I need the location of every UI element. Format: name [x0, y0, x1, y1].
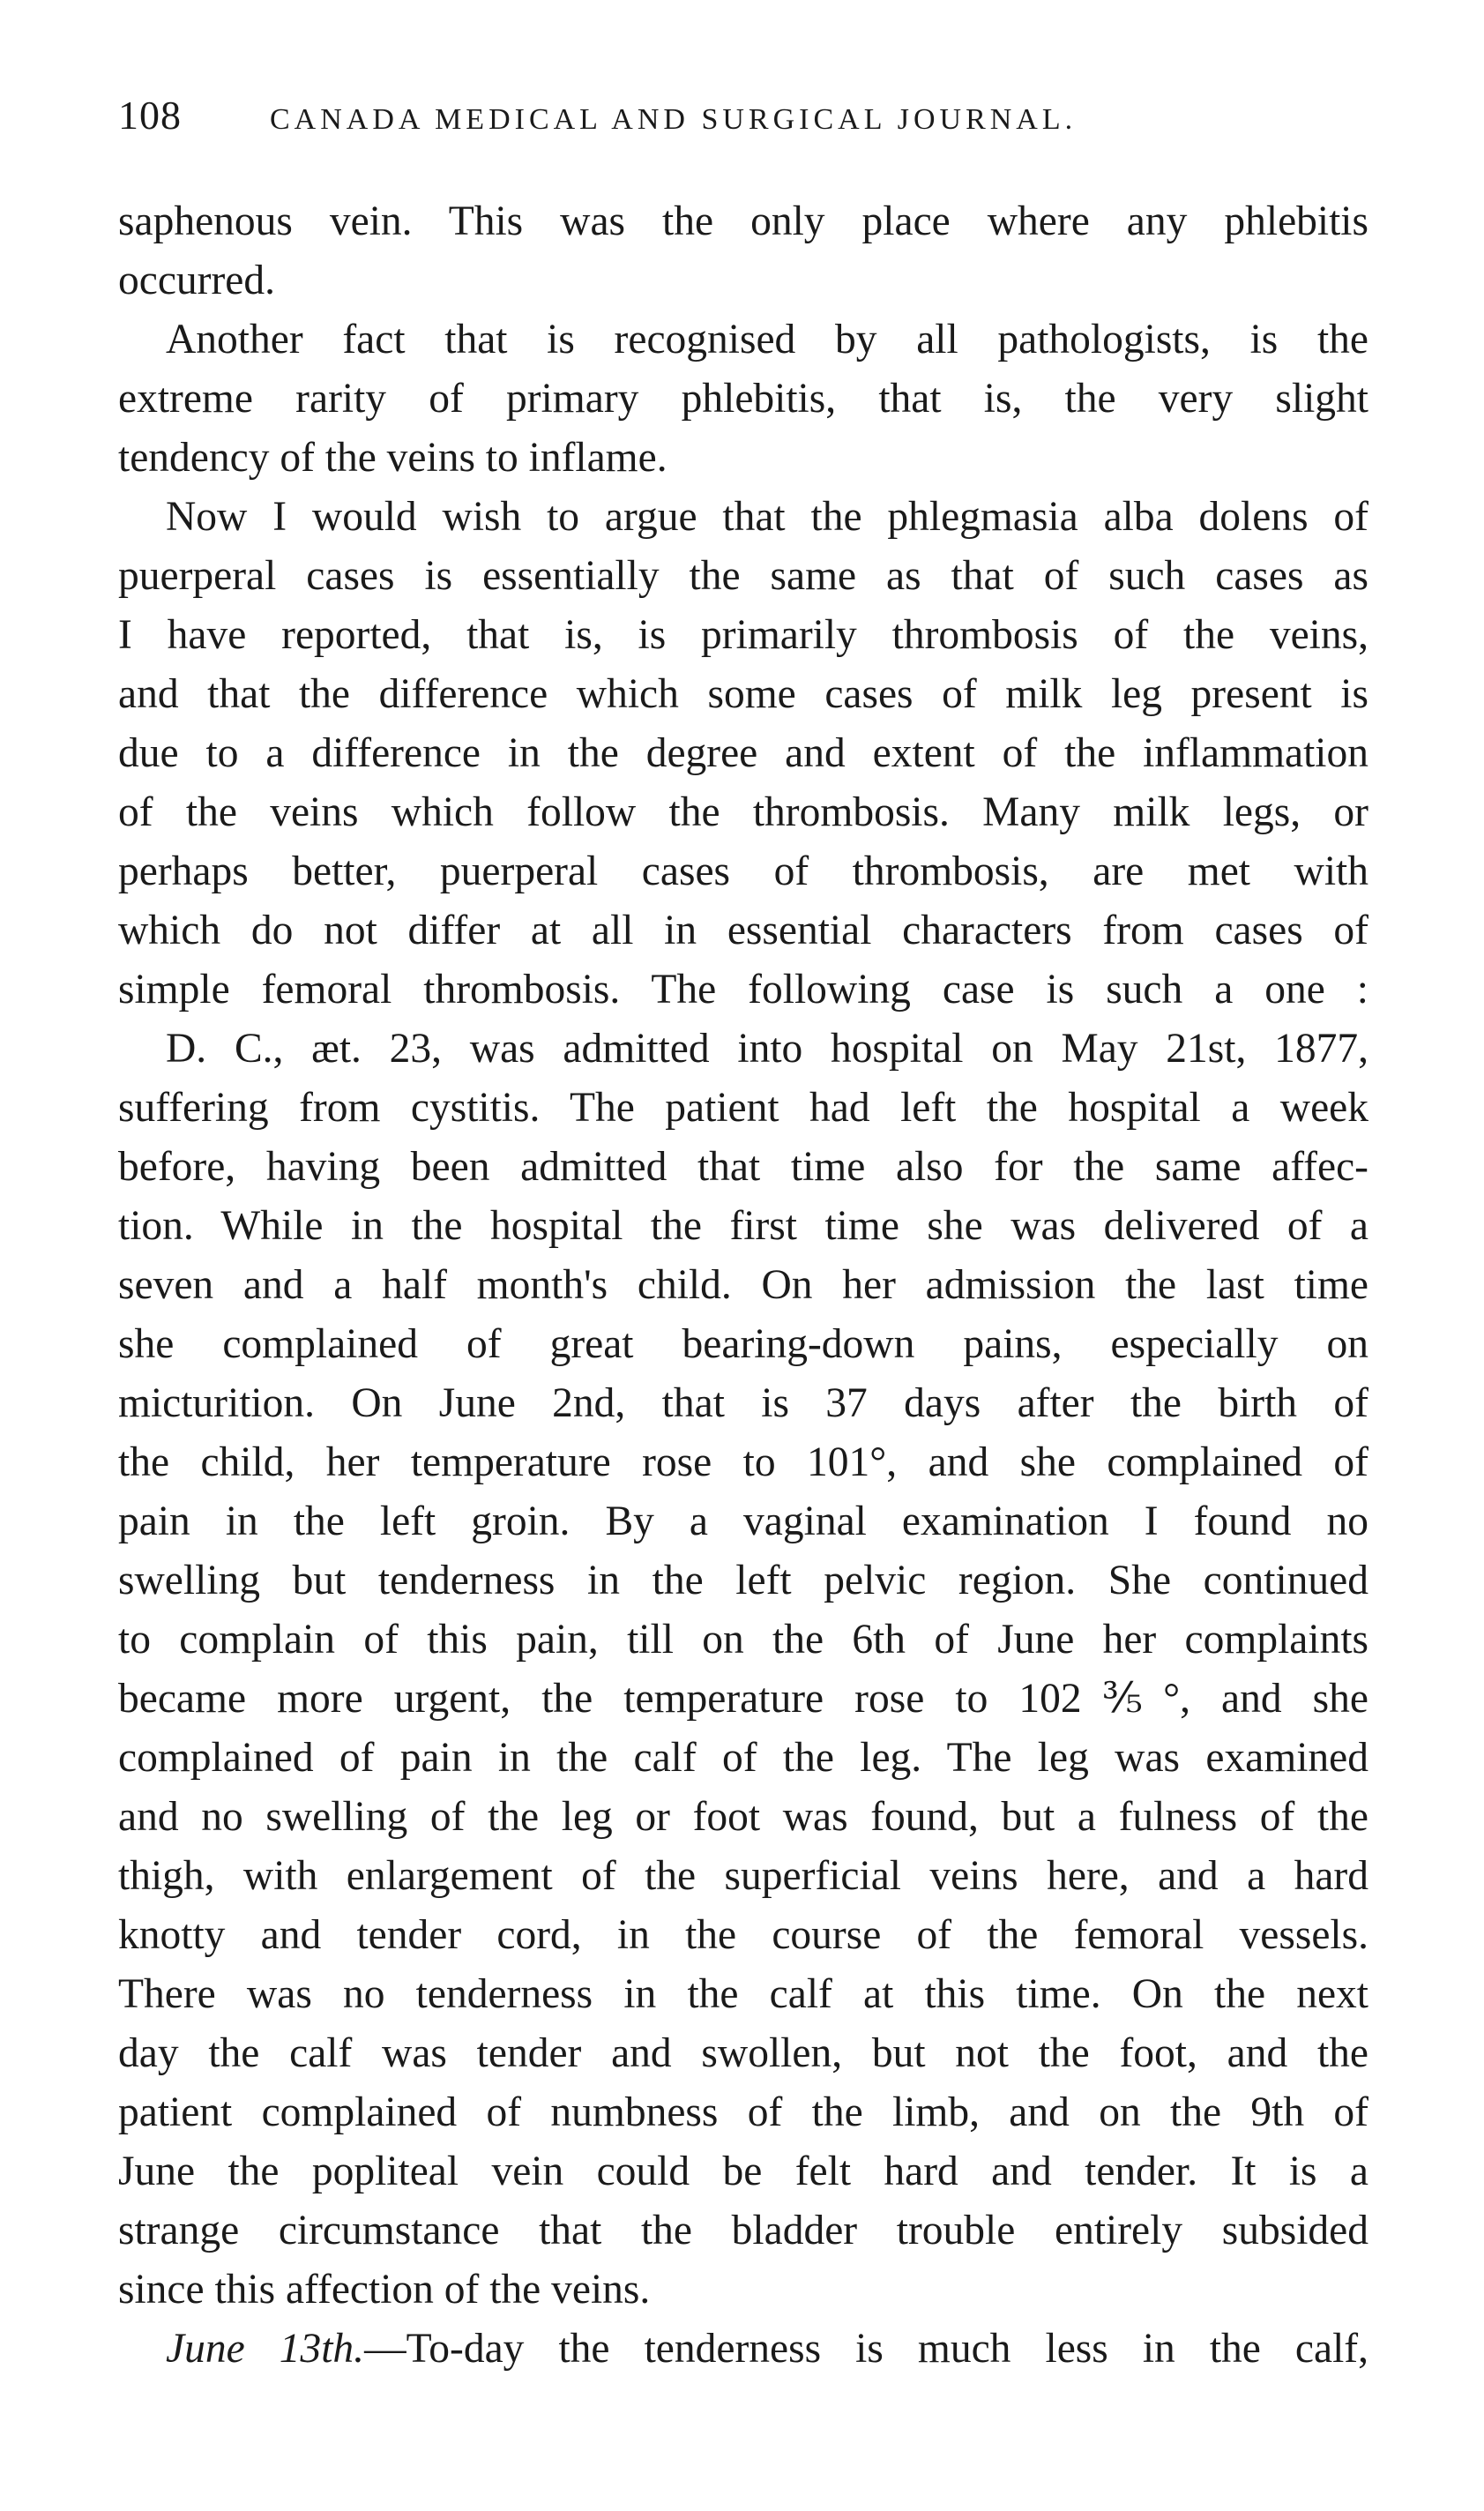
text-line: day the calf was tender and swollen, but not the foot, and the	[118, 2030, 1368, 2076]
text-line: D. C., æt. 23, was admitted into hospital on May 21st, 1877,	[166, 1026, 1368, 1072]
text-line: seven and a half month's child. On her admission the last time	[118, 1262, 1368, 1308]
text-line: tion. While in the hospital the first time she was delivered of a	[118, 1203, 1368, 1249]
page-number: 108	[118, 93, 182, 138]
text-line: complained of pain in the calf of the leg. The leg was examined	[118, 1735, 1368, 1781]
text-line: occurred.	[118, 258, 276, 303]
text-line: she complained of great bearing-down pains, especially on	[118, 1321, 1368, 1367]
text-line: patient complained of numbness of the limb, and on the 9th of	[118, 2089, 1368, 2135]
text-line: thigh, with enlargement of the superficial veins here, and a hard	[118, 1853, 1368, 1899]
text-line: since this affection of the veins.	[118, 2267, 651, 2313]
text-line: of the veins which follow the thrombosis. Many milk legs, or	[118, 789, 1368, 835]
running-head	[118, 92, 1370, 145]
text-line: There was no tenderness in the calf at this time. On the next	[118, 1971, 1368, 2017]
text-line: micturition. On June 2nd, that is 37 days after the birth of	[118, 1380, 1368, 1426]
text-line: Another fact that is recognised by all pathologists, is the	[166, 317, 1368, 362]
text-line: Now I would wish to argue that the phlegmasia alba dolens of	[166, 494, 1368, 540]
text-line: I have reported, that is, is primarily thrombosis of the veins,	[118, 612, 1368, 658]
text-line: suffering from cystitis. The patient had left the hospital a week	[118, 1085, 1368, 1131]
text-line: perhaps better, puerperal cases of thrombosis, are met with	[118, 848, 1368, 894]
text-line: which do not differ at all in essential characters from cases of	[118, 908, 1368, 953]
text-line: extreme rarity of primary phlebitis, that is, the very slight	[118, 376, 1368, 422]
text-line: June the popliteal vein could be felt hard and tender. It is a	[118, 2149, 1368, 2194]
text-line: pain in the left groin. By a vaginal examination I found no	[118, 1498, 1368, 1544]
text-line: knotty and tender cord, in the course of the femoral vessels.	[118, 1912, 1368, 1958]
text-line: the child, her temperature rose to 101°, and she complained of	[118, 1439, 1368, 1485]
text-line: and no swelling of the leg or foot was found, but a fulness of the	[118, 1794, 1368, 1840]
text-line: puerperal cases is essentially the same as that of such cases as	[118, 553, 1368, 599]
text-line: due to a difference in the degree and extent of the inflammation	[118, 730, 1368, 776]
text-line: to complain of this pain, till on the 6th of June her complaints	[118, 1617, 1368, 1663]
body-text	[118, 192, 1368, 2379]
text-line: swelling but tenderness in the left pelvic region. She continued	[118, 1558, 1368, 1603]
text-line: before, having been admitted that time also for the same affec-	[118, 1144, 1368, 1190]
text-line: and that the difference which some cases of milk leg present is	[118, 671, 1368, 717]
journal-title: CANADA MEDICAL AND SURGICAL JOURNAL.	[270, 103, 1078, 136]
text-line: simple femoral thrombosis. The following case is such a one :	[118, 967, 1368, 1013]
text-line: June 13th.—To-day the tenderness is much less in the calf,	[166, 2326, 1368, 2372]
text-line: saphenous vein. This was the only place where any phlebitis	[118, 198, 1368, 244]
text-line: tendency of the veins to inflame.	[118, 435, 667, 481]
text-line: became more urgent, the temperature rose to 102⅗°, and she	[118, 1676, 1368, 1722]
text-line: strange circumstance that the bladder trouble entirely subsided	[118, 2208, 1368, 2253]
